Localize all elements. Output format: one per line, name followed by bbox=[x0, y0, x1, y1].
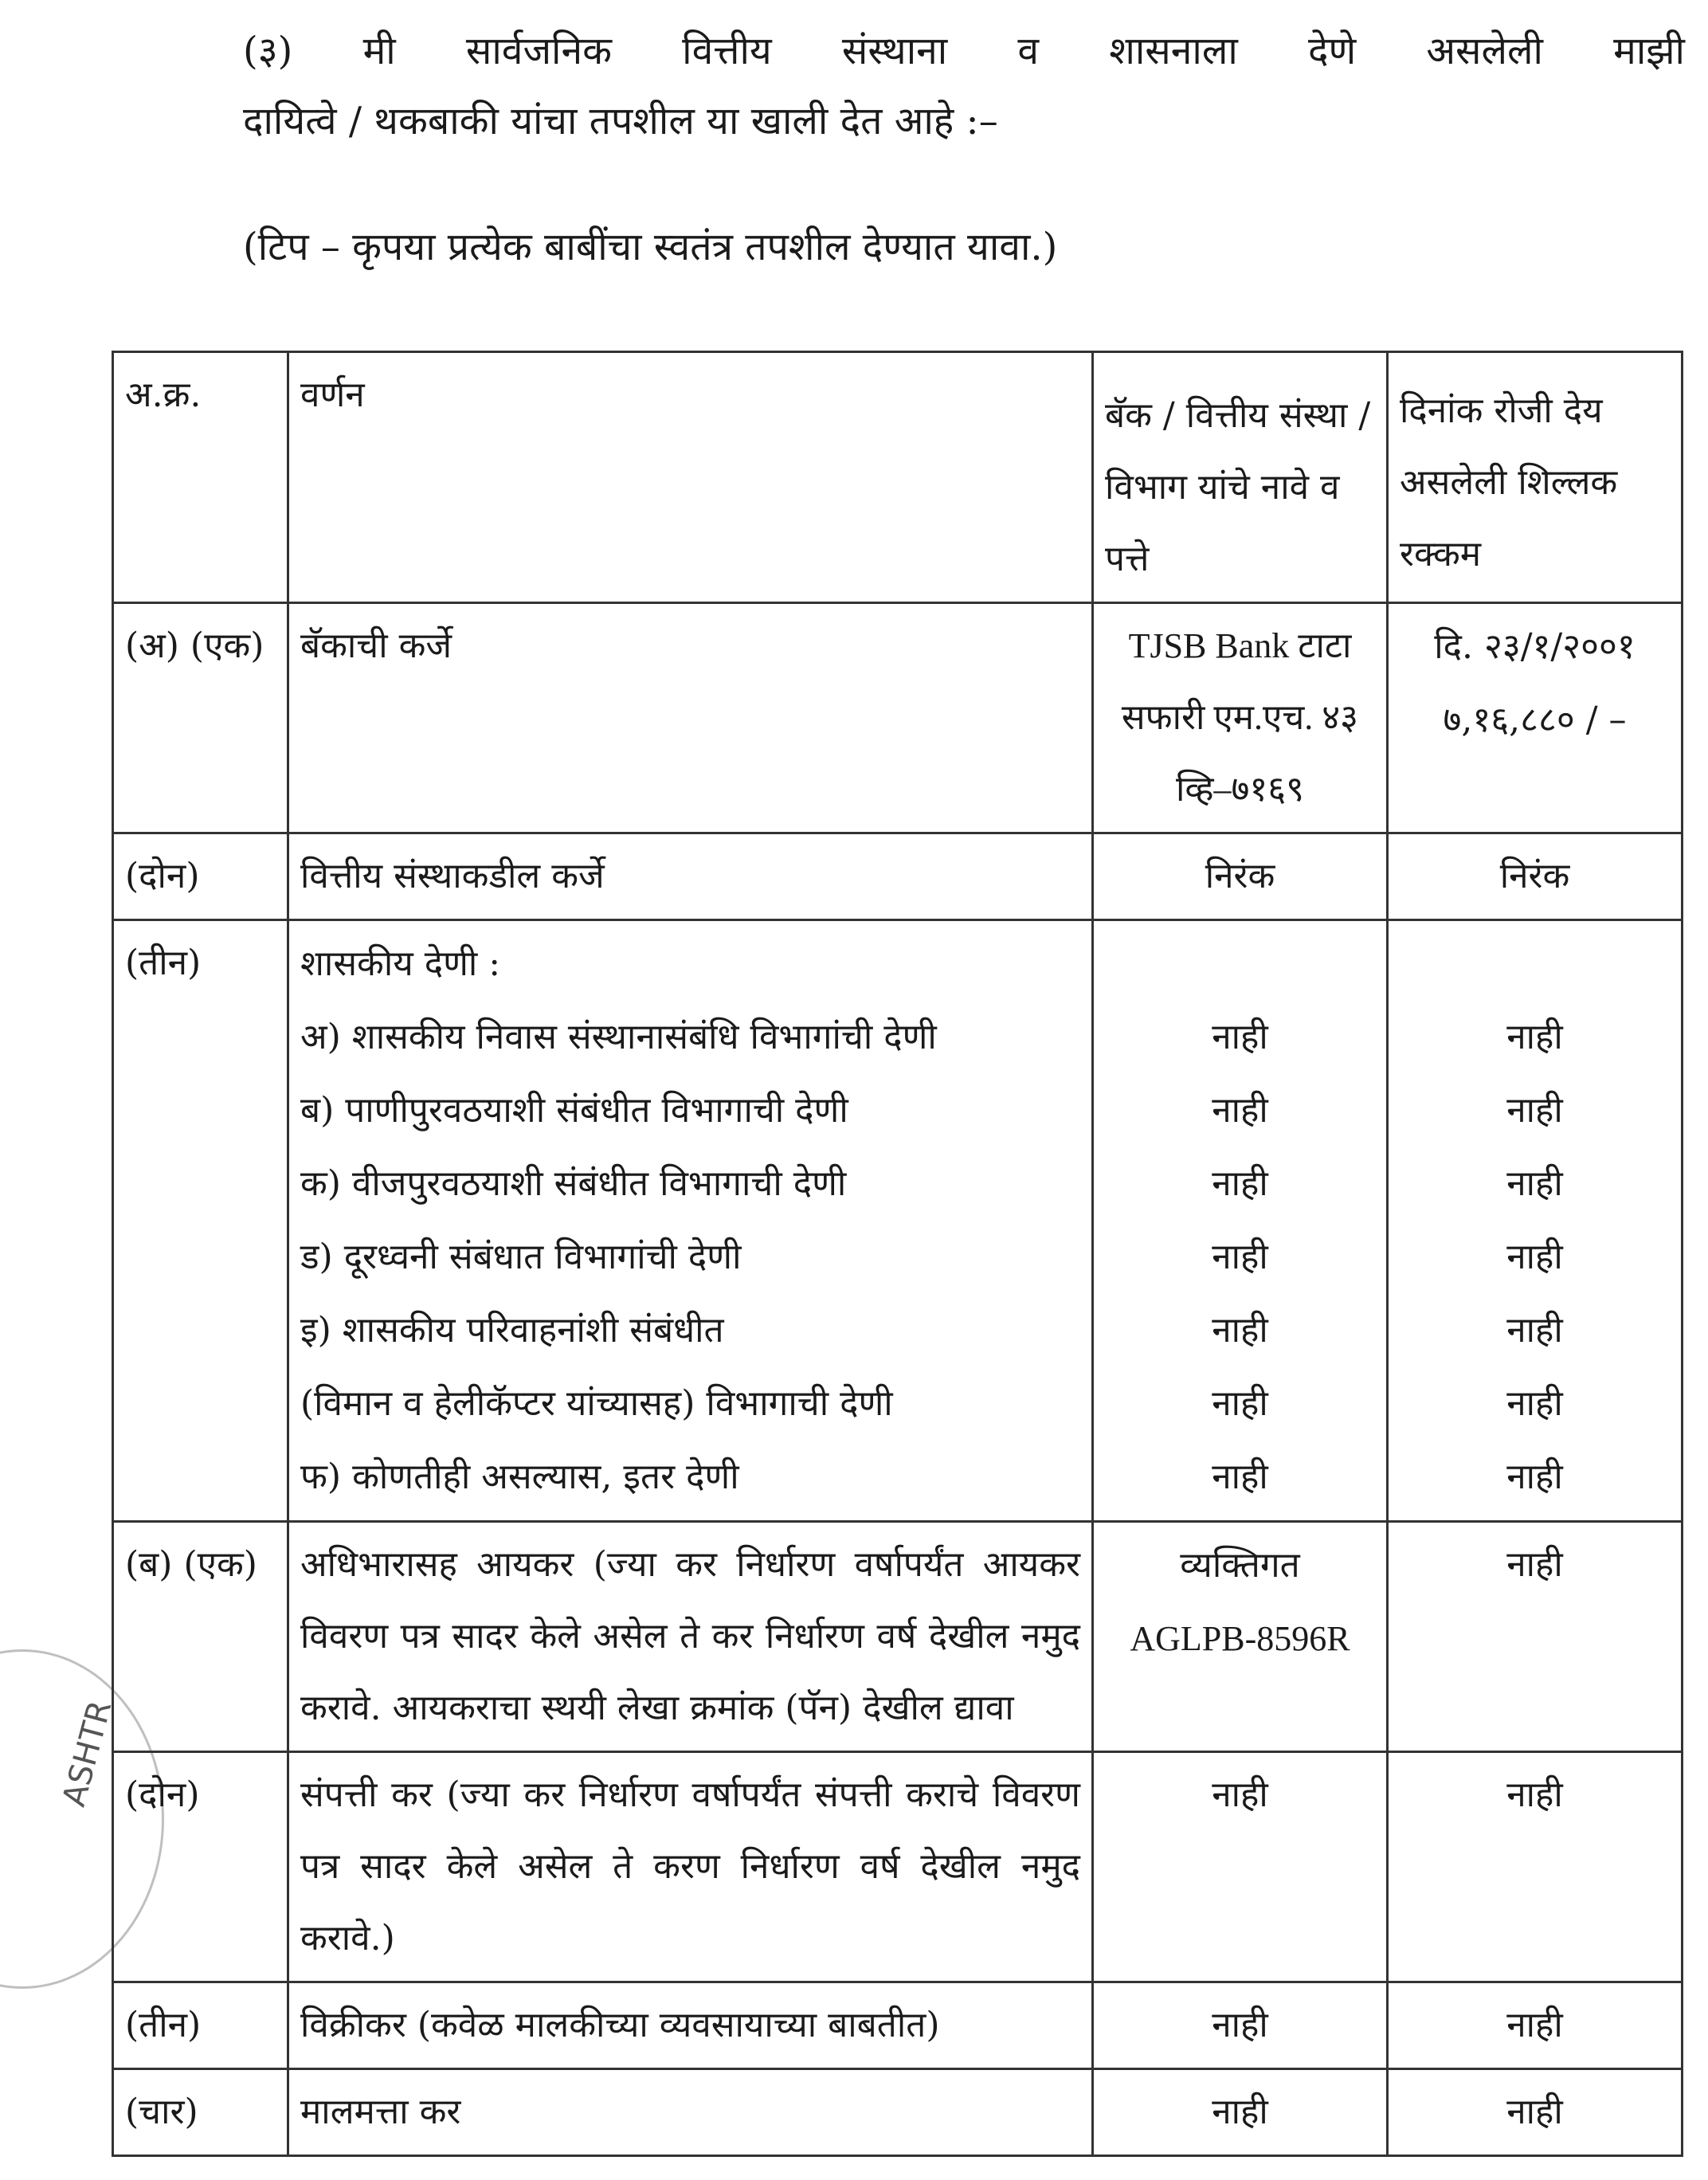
row-number: (ब) (एक) bbox=[113, 1522, 288, 1752]
bank-value: नाही bbox=[1212, 1457, 1268, 1497]
intro-line-2: दायित्वे / थकबाकी यांचा तपशील या खाली देत आहे :– bbox=[243, 99, 998, 143]
table-header-row bbox=[113, 352, 1683, 603]
intro-paragraph bbox=[243, 16, 1685, 156]
intro-word: संस्थाना bbox=[841, 29, 948, 73]
bank-value: नाही bbox=[1212, 1237, 1268, 1277]
row-bank bbox=[1093, 1522, 1388, 1752]
amount-date: दि. २३/१/२००१ bbox=[1434, 626, 1636, 667]
intro-word: असलेली bbox=[1426, 29, 1543, 73]
dues-item: अ) शासकीय निवास संस्थानासंबंधि विभागांची देणी bbox=[300, 1017, 937, 1057]
intro-word: शासनाला bbox=[1109, 29, 1238, 73]
dues-item: ब) पाणीपुरवठयाशी संबंधीत विभागाची देणी bbox=[300, 1090, 848, 1131]
bank-value: नाही bbox=[1212, 1017, 1268, 1057]
liabilities-table bbox=[112, 351, 1683, 2157]
row-number: (तीन) bbox=[113, 1982, 288, 2069]
row-amount bbox=[1388, 603, 1683, 833]
dues-item: ड) दूरध्वनी संबंधात विभागांची देणी bbox=[300, 1237, 742, 1277]
bank-value: नाही bbox=[1212, 1310, 1268, 1351]
row-description: मालमत्ता कर bbox=[288, 2069, 1093, 2156]
dues-item: क) वीजपुरवठयाशी संबंधीत विभागाची देणी bbox=[300, 1163, 847, 1204]
row-description: अधिभारासह आयकर (ज्या कर निर्धारण वर्षापर्यंत आयकर विवरण पत्र सादर केले असेल ते कर निर्धारण वर्ष देखील नमुद करावे. आयकराचा स्थयी लेखा क्रमांक (पॅन) देखील द्यावा bbox=[288, 1522, 1093, 1752]
table-row bbox=[113, 920, 1683, 1522]
row-bank: नाही bbox=[1093, 1982, 1388, 2069]
amount-value: नाही bbox=[1506, 1457, 1563, 1497]
header-bank bbox=[1093, 352, 1388, 603]
bank-value: नाही bbox=[1212, 1383, 1268, 1424]
intro-word: मी bbox=[362, 29, 396, 73]
intro-word: सार्वजनिक bbox=[465, 29, 612, 73]
table-row bbox=[113, 2069, 1683, 2156]
note-text: (टिप – कृपया प्रत्येक बाबींचा स्वतंत्र तपशील देण्यात यावा.) bbox=[243, 225, 1058, 269]
intro-line-1 bbox=[243, 16, 1685, 86]
row-bank: TJSB Bank टाटा सफारी एम.एच. ४३ व्हि–७१६९ bbox=[1093, 603, 1388, 833]
row-number: (चार) bbox=[113, 2069, 288, 2156]
header-amount bbox=[1388, 352, 1683, 603]
header-description: वर्णन bbox=[288, 352, 1093, 603]
row-amount: नाही bbox=[1388, 1982, 1683, 2069]
dues-item: इ) शासकीय परिवाहनांशी संबंधीत bbox=[300, 1310, 724, 1351]
row-bank: निरंक bbox=[1093, 833, 1388, 920]
row-number: (तीन) bbox=[113, 920, 288, 1522]
row-amount: नाही bbox=[1388, 2069, 1683, 2156]
table-row bbox=[113, 603, 1683, 833]
row-amount: नाही bbox=[1388, 1522, 1683, 1752]
table-row bbox=[113, 833, 1683, 920]
bank-label: व्यक्तिगत bbox=[1180, 1545, 1300, 1586]
row-bank bbox=[1093, 920, 1388, 1522]
government-dues-heading: शासकीय देणी : bbox=[300, 943, 501, 984]
row-amount: निरंक bbox=[1388, 833, 1683, 920]
intro-word: देणे bbox=[1307, 29, 1357, 73]
dues-item: (विमान व हेलीकॅप्टर यांच्यासह) विभागाची देणी bbox=[300, 1383, 893, 1424]
table-row bbox=[113, 1752, 1683, 1982]
amount-value: नाही bbox=[1506, 1383, 1563, 1424]
row-amount: नाही bbox=[1388, 1752, 1683, 1982]
header-bank-text: बॅक / वित्तीय संस्था / विभाग यांचे नावे व पत्ते bbox=[1105, 395, 1371, 579]
row-description: वित्तीय संस्थाकडील कर्जे bbox=[288, 833, 1093, 920]
bank-value: नाही bbox=[1212, 1163, 1268, 1204]
row-description: विक्रीकर (कवेळ मालकीच्या व्यवसायाच्या बाबतीत) bbox=[288, 1982, 1093, 2069]
row-description bbox=[288, 920, 1093, 1522]
amount-value: नाही bbox=[1506, 1310, 1563, 1351]
amount-value: नाही bbox=[1506, 1017, 1563, 1057]
stamp-text: ASHTR bbox=[56, 1696, 119, 1810]
table-row bbox=[113, 1522, 1683, 1752]
row-amount bbox=[1388, 920, 1683, 1522]
bank-value: नाही bbox=[1212, 1090, 1268, 1131]
intro-word: माझी bbox=[1613, 29, 1685, 73]
row-bank: नाही bbox=[1093, 2069, 1388, 2156]
amount-value: नाही bbox=[1506, 1090, 1563, 1131]
pan-number: AGLPB-8596R bbox=[1130, 1619, 1350, 1658]
amount-value: ७,१६,८८० / – bbox=[1443, 700, 1627, 740]
row-number: (अ) (एक) bbox=[113, 603, 288, 833]
intro-word: वित्तीय bbox=[682, 29, 772, 73]
row-description: बॅकाची कर्जे bbox=[288, 603, 1093, 833]
amount-value: नाही bbox=[1506, 1163, 1563, 1204]
section-number: (३) bbox=[243, 29, 293, 73]
table-row bbox=[113, 1982, 1683, 2069]
dues-item: फ) कोणतीही असल्यास, इतर देणी bbox=[300, 1457, 739, 1497]
header-serial-no: अ.क्र. bbox=[113, 352, 288, 603]
amount-value: नाही bbox=[1506, 1237, 1563, 1277]
header-amount-text: दिनांक रोजी देय असलेली शिल्लक रक्कम bbox=[1400, 390, 1618, 574]
row-number: (दोन) bbox=[113, 833, 288, 920]
intro-word: व bbox=[1017, 29, 1040, 73]
row-number: (दोन) bbox=[113, 1752, 288, 1982]
row-bank: नाही bbox=[1093, 1752, 1388, 1982]
row-description: संपत्ती कर (ज्या कर निर्धारण वर्षापर्यंत संपत्ती कराचे विवरण पत्र सादर केले असेल ते करण निर्धारण वर्ष देखील नमुद करावे.) bbox=[288, 1752, 1093, 1982]
